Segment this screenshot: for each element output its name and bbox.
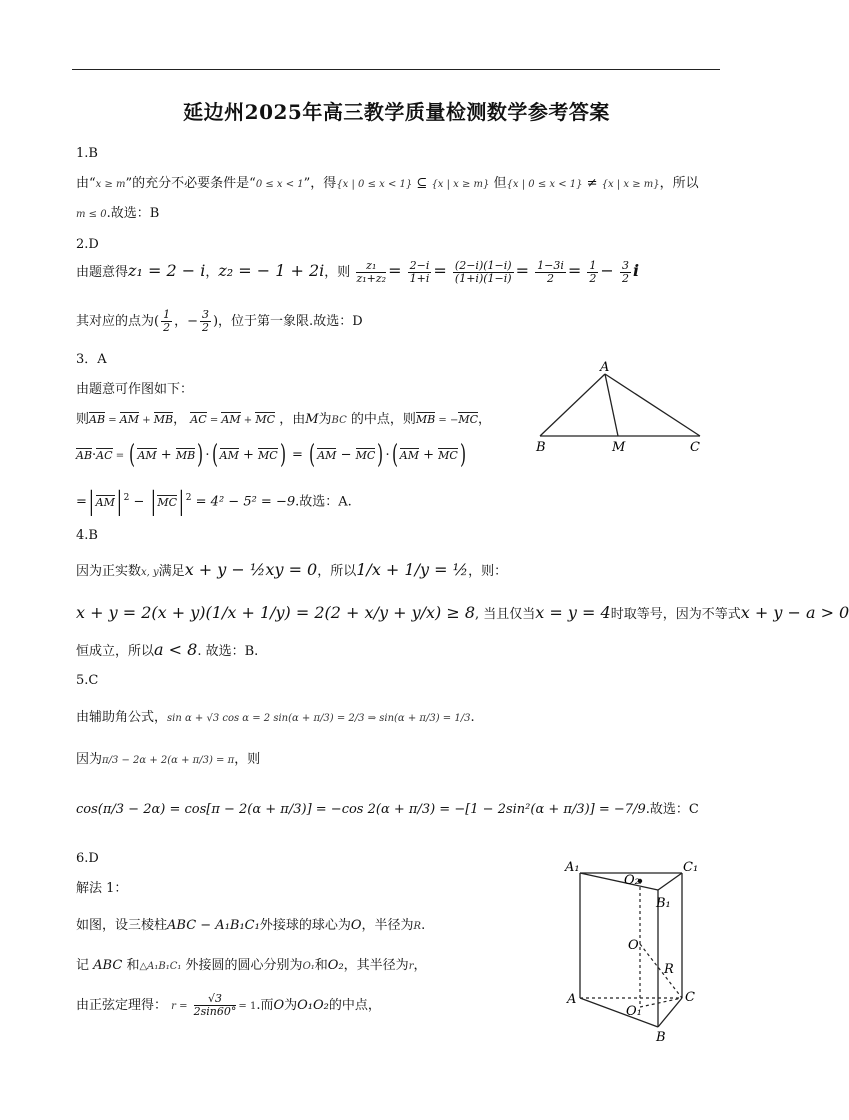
- q2-line2: 其对应的点为( $\frac{1}{2}$ ，− $\frac{3}{2}$ )，位于第一象限.故选：D: [76, 308, 363, 335]
- label-B: B: [656, 1030, 666, 1045]
- q3-line4: =| AM| $^2$ − | MC| $^2$ = 4² − 5² = −9.故选：A.: [76, 487, 352, 517]
- q6-line4: 由正弦定理得： r = $\frac{√3}{2\sin 60^\circ}$ = 1.而O为O₁O₂的中点，: [76, 992, 381, 1019]
- q3-line1: 由题意可作图如下：: [76, 382, 194, 397]
- triangle-figure: [530, 360, 720, 456]
- label-R: R: [664, 962, 674, 977]
- q1-line1: 由“x ≥ m”的充分不必要条件是“0 ≤ x < 1”，得{x | 0 ≤ x < 1} ⊆ {x | x ≥ m} 但{x | 0 ≤ x < 1} ≠ {x | x ≥ m}，所以: [76, 176, 699, 191]
- q6-heading: 6.D: [76, 851, 99, 866]
- q4-heading: 4.B: [76, 528, 98, 543]
- label-O2: O₂: [624, 873, 640, 888]
- q6-line3: 记 ABC 和△A₁B₁C₁ 外接圆的圆心分别为O₁和O₂，其半径为r，: [76, 958, 427, 973]
- label-C: C: [690, 440, 700, 455]
- q6-line1: 解法 1：: [76, 881, 128, 896]
- label-A: A: [600, 360, 610, 375]
- q2-heading: 2.D: [76, 237, 99, 252]
- label-O: O: [628, 938, 639, 953]
- q5-heading: 5.C: [76, 673, 99, 688]
- label-A1: A₁: [565, 860, 580, 875]
- q3-line3: AB·AC = ( AM + MB) ·( AM + MC) = ( AM − MC) ·( AM + MC): [76, 440, 466, 470]
- page-title: 延边州2025年高三教学质量检测数学参考答案: [183, 100, 610, 124]
- q4-line1: 因为正实数x, y满足x + y − ½xy = 0，所以1/x + 1/y = ½，则：: [76, 560, 508, 579]
- q6-line2: 如图，设三棱柱ABC − A₁B₁C₁外接球的球心为O，半径为R.: [76, 918, 426, 933]
- q2-line1: 由题意得z₁ = 2 − i，z₂ = − 1 + 2i，则 $\frac{\text{z₁}}{\text{z₁+z₂}}$ = $\frac{2-i}{1+i}$ = $\frac{(2-i)(1-i)}{(1+i)(1-i)}$ = $\frac{1-3i}{2}$ = $\frac{1}{2}$ − $\frac{3}{2}$ i: [76, 259, 640, 286]
- median-AM: [605, 374, 618, 436]
- q5-line1: 由辅助角公式，sin α + √3 cos α = 2 sin(α + π/3) = 2/3 ⇒ sin(α + π/3) = 1/3.: [76, 710, 475, 725]
- side-AC: [605, 374, 700, 436]
- q5-line3: cos(π/3 − 2α) = cos[π − 2(α + π/3)] = −cos 2(α + π/3) = −[1 − 2sin²(α + π/3)] = −7/9.故选：C: [76, 802, 699, 817]
- label-O1: O₁: [626, 1004, 642, 1019]
- label-C1: C₁: [683, 860, 699, 875]
- q4-line3: 恒成立，所以a < 8. 故选：B.: [76, 640, 259, 659]
- label-A: A: [567, 992, 577, 1007]
- prism-figure: [560, 855, 720, 1045]
- q3-line2: 则AB = AM + MB， AC = AM + MC ，由M为BC 的中点，则MB = −MC，: [76, 412, 492, 427]
- label-M: M: [612, 440, 626, 455]
- label-C: C: [685, 990, 695, 1005]
- q4-line2: x + y = 2(x + y)(1/x + 1/y) = 2(2 + x/y + y/x) ≥ 8, 当且仅当x = y = 4时取等号，因为不等式x + y − a > 0: [76, 603, 849, 622]
- label-B1: B₁: [656, 896, 671, 911]
- label-B: B: [536, 440, 546, 455]
- q3-heading: 3．A: [76, 352, 107, 367]
- q1-heading: 1.B: [76, 146, 98, 161]
- side-AB: [540, 374, 605, 436]
- q5-line2: 因为π/3 − 2α + 2(α + π/3) = π，则: [76, 752, 261, 767]
- header-rule: [72, 69, 720, 70]
- q1-line2: m ≤ 0.故选：B: [76, 206, 160, 221]
